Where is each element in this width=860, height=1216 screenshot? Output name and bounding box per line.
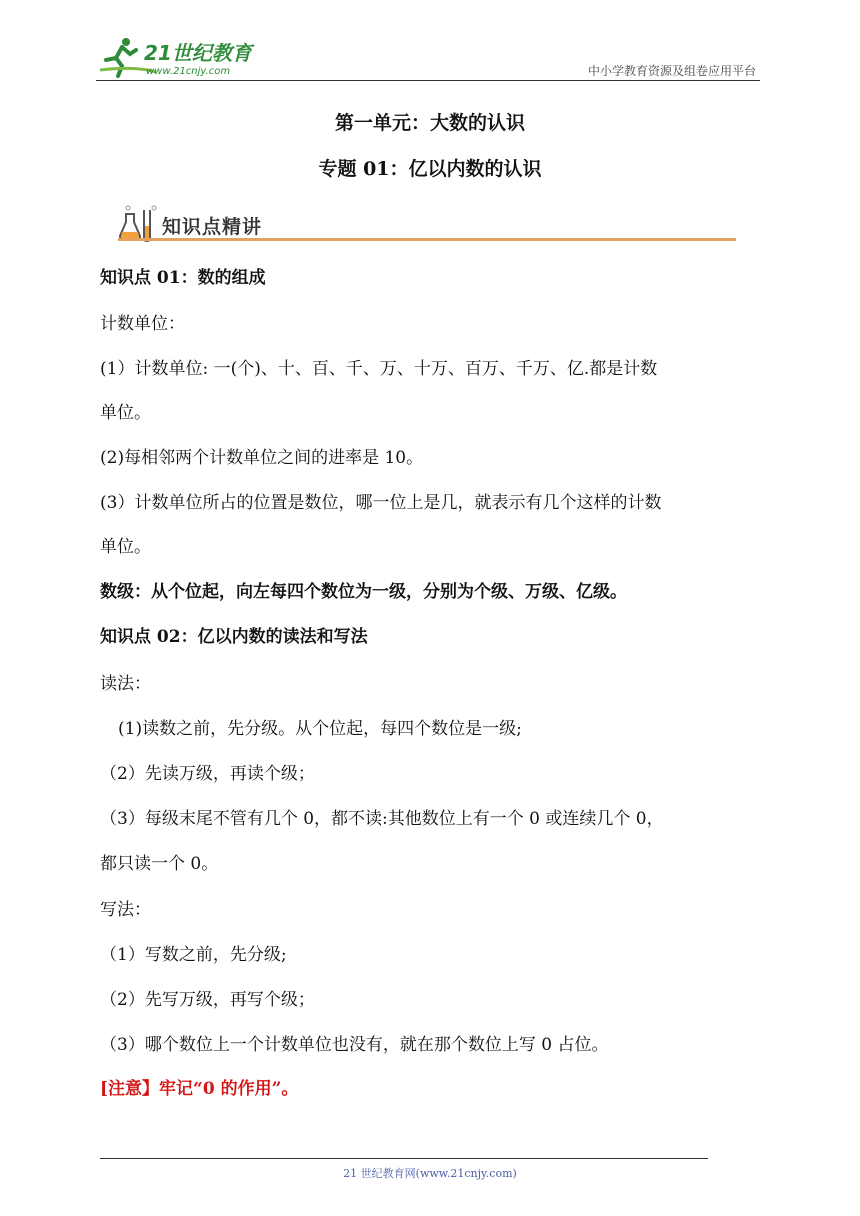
unit-title: 第一单元：大数的认识 — [334, 112, 525, 134]
header-platform-text: 中小学教育资源及组卷应用平台 — [587, 64, 756, 78]
logo-url: www.21cnjy.com — [146, 66, 231, 77]
line-reading-1: (1)读数之前，先分级。从个位起，每四个数位是一级; — [118, 719, 522, 739]
line-writing-1: （1）写数之前，先分级; — [100, 945, 287, 965]
line-reading-2: （2）先读万级，再读个级； — [100, 764, 315, 784]
line-writing: 写法： — [100, 900, 151, 920]
line-rule-1-cont: 单位。 — [100, 403, 151, 423]
heading-point-01: 知识点 01：数的组成 — [100, 268, 266, 288]
flask-icon — [118, 204, 162, 242]
footer-divider — [100, 1158, 708, 1159]
site-logo — [96, 36, 266, 80]
banner-label: 知识点精讲 — [162, 216, 263, 238]
line-number-levels: 数级：从个位起，向左每四个数位为一级，分别为个级、万级、亿级。 — [100, 582, 627, 602]
line-rule-1: (1）计数单位: 一(个)、十、百、千、万、十万、百万、千万、亿.都是计数 — [100, 359, 658, 379]
line-reading-3-cont: 都只读一个 0。 — [100, 854, 219, 874]
line-count-unit: 计数单位： — [100, 314, 185, 334]
logo-title: 21世纪教育 — [144, 41, 252, 65]
heading-point-02: 知识点 02：亿以内数的读法和写法 — [100, 627, 368, 647]
topic-title: 专题 01：亿以内数的认识 — [318, 158, 542, 180]
footer-link[interactable]: 21 世纪教育网(www.21cnjy.com) — [343, 1167, 517, 1180]
note-line: [注意】牢记“0 的作用”。 — [100, 1079, 299, 1099]
runner-logo-icon — [96, 36, 266, 80]
banner-underline — [118, 238, 736, 241]
line-rule-3: (3）计数单位所占的位置是数位，哪一位上是几，就表示有几个这样的计数 — [100, 493, 662, 513]
line-writing-2: （2）先写万级，再写个级； — [100, 990, 315, 1010]
line-rule-2: (2)每相邻两个计数单位之间的进率是 10。 — [100, 448, 424, 468]
line-writing-3: （3）哪个数位上一个计数单位也没有，就在那个数位上写 0 占位。 — [100, 1035, 609, 1055]
line-rule-3-cont: 单位。 — [100, 537, 151, 557]
line-reading: 读法： — [100, 674, 151, 694]
header-divider — [96, 80, 760, 81]
line-reading-3: （3）每级末尾不管有几个 0，都不读:其他数位上有一个 0 或连续几个 0， — [100, 809, 664, 829]
